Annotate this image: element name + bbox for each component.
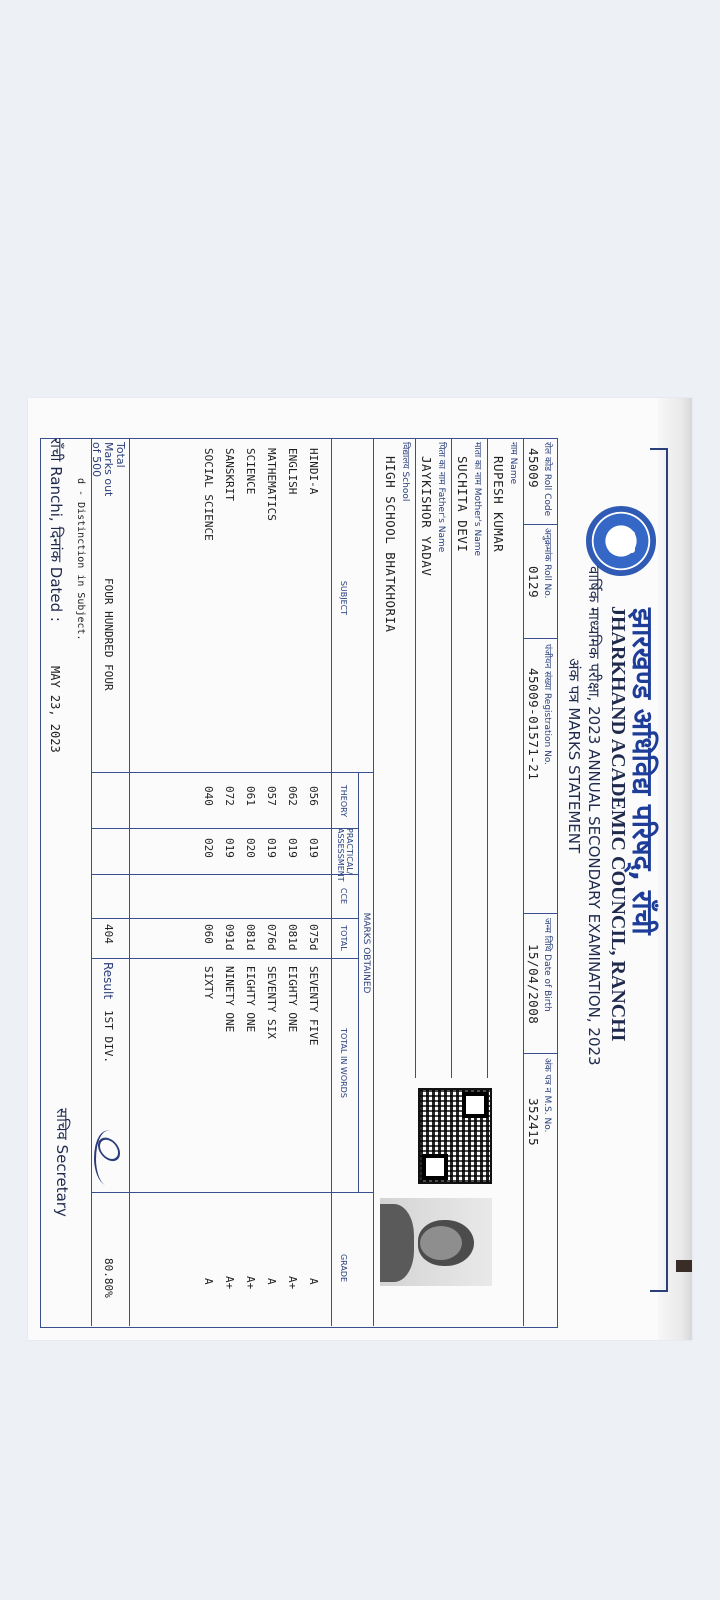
dated-value: MAY 23, 2023 xyxy=(48,666,62,753)
divider xyxy=(91,438,92,1326)
total-cell: 081d xyxy=(286,924,299,951)
grade-cell: A+ xyxy=(244,1276,257,1290)
council-title-english: JHARKHAND ACADEMIC COUNCIL, RANCHI xyxy=(607,606,629,1042)
theory-cell: 072 xyxy=(223,786,236,806)
words-cell: SEVENTY SIX xyxy=(265,966,278,1039)
dob-label: जन्म तिथि Date of Birth xyxy=(542,918,552,1012)
theory-cell: 040 xyxy=(202,786,215,806)
divider xyxy=(524,638,558,639)
divider xyxy=(92,958,359,959)
divider xyxy=(524,913,558,914)
total-value: 404 xyxy=(102,924,115,944)
grade-header: GRADE xyxy=(339,1253,348,1283)
divider xyxy=(358,772,359,1192)
words-header: TOTAL IN WORDS xyxy=(339,1028,348,1098)
theory-cell: 061 xyxy=(244,786,257,806)
total-marks-label: Total Marks out of 500 xyxy=(90,442,127,497)
total-cell: 076d xyxy=(265,924,278,951)
subject-cell: SCIENCE xyxy=(244,448,257,495)
divider xyxy=(92,874,359,875)
theory-cell: 056 xyxy=(307,786,320,806)
father-name: JAYKISHOR YADAV xyxy=(419,456,434,577)
divider xyxy=(451,438,452,1078)
subject-cell: HINDI-A xyxy=(307,448,320,495)
subject-cell: SANSKRIT xyxy=(223,448,236,501)
school-label: विद्यालय School xyxy=(400,442,410,502)
cce-header: CCE xyxy=(339,887,348,905)
theory-header: THEORY xyxy=(339,784,348,818)
qr-code xyxy=(418,1088,492,1184)
dated-label: राँची Ranchi, दिनांक Dated : xyxy=(47,438,65,622)
practical-header: PRACTICAL/ ASSESSMENT xyxy=(336,828,354,882)
ms-no-label: अंक पत्र न M.S. No. xyxy=(542,1058,552,1133)
mother-name-label: माता का नाम Mother's Name xyxy=(472,442,482,557)
total-header: TOTAL xyxy=(339,925,348,951)
divider xyxy=(487,438,488,1078)
council-title-hindi: झारखण्ड अधिविद्य परिषद्, राँची xyxy=(626,608,659,935)
result-label: Result xyxy=(101,962,115,1000)
practical-cell: 020 xyxy=(244,838,257,858)
words-cell: EIGHTY ONE xyxy=(286,966,299,1033)
divider xyxy=(524,524,558,525)
subject-cell: MATHEMATICS xyxy=(265,448,278,521)
divider xyxy=(92,918,359,919)
divider xyxy=(92,1192,374,1193)
name-label: नाम Name xyxy=(508,442,518,485)
theory-cell: 062 xyxy=(286,786,299,806)
dob-value: 15/04/2008 xyxy=(526,944,541,1025)
exam-title: वार्षिक माध्यमिक परीक्षा, 2023 ANNUAL SECONDARY EXAMINATION, 2023 xyxy=(585,566,603,1066)
divider xyxy=(92,772,374,773)
statement-title: अंक पत्र MARKS STATEMENT xyxy=(565,658,583,854)
roll-no-value: 0129 xyxy=(526,566,541,599)
secretary-label: सचिव Secretary xyxy=(53,1108,71,1217)
words-cell: EIGHTY ONE xyxy=(244,966,257,1033)
grade-cell: A+ xyxy=(223,1276,236,1290)
student-name: RUPESH KUMAR xyxy=(491,456,506,553)
practical-cell: 019 xyxy=(265,838,278,858)
practical-cell: 019 xyxy=(307,838,320,858)
divider xyxy=(92,828,359,829)
total-cell: 081d xyxy=(244,924,257,951)
student-photo xyxy=(380,1198,492,1286)
total-cell: 060 xyxy=(202,924,215,944)
mother-name: SUCHITA DEVI xyxy=(455,456,470,553)
ms-no-value: 352415 xyxy=(526,1098,541,1147)
subject-cell: ENGLISH xyxy=(286,448,299,495)
practical-cell: 020 xyxy=(202,838,215,858)
total-cell: 091d xyxy=(223,924,236,951)
words-cell: SIXTY xyxy=(202,966,215,1000)
grade-cell: A xyxy=(307,1278,320,1285)
info-table-frame xyxy=(40,438,558,1328)
marks-obtained-header: MARKS OBTAINED xyxy=(361,912,371,994)
practical-cell: 019 xyxy=(223,838,236,858)
total-words: FOUR HUNDRED FOUR xyxy=(102,578,115,691)
registration-no-label: पंजीयन संख्या Registration No. xyxy=(542,644,552,766)
roll-code-value: 45009 xyxy=(526,448,541,489)
words-cell: NINETY ONE xyxy=(223,966,236,1033)
divider xyxy=(523,438,524,1326)
marks-statement-photo xyxy=(28,398,692,1340)
subject-header: SUBJECT xyxy=(339,580,348,616)
subject-cell: SOCIAL SCIENCE xyxy=(202,448,215,541)
divider xyxy=(415,438,416,1078)
percentage-value: 80.80% xyxy=(102,1258,115,1298)
total-cell: 075d xyxy=(307,924,320,951)
roll-no-label: अनुक्रमांक Roll No. xyxy=(542,528,552,599)
divider xyxy=(524,1053,558,1054)
registration-no-value: 45009-01571-21 xyxy=(526,668,541,781)
grade-cell: A+ xyxy=(286,1276,299,1290)
grade-cell: A xyxy=(202,1278,215,1285)
school-name: HIGH SCHOOL BHATKHORIA xyxy=(383,456,398,633)
result-value: 1ST DIV. xyxy=(102,1010,115,1063)
grade-cell: A xyxy=(265,1278,278,1285)
words-cell: SEVENTY FIVE xyxy=(307,966,320,1046)
theory-cell: 057 xyxy=(265,786,278,806)
father-name-label: पिता का नाम Father's Name xyxy=(436,442,446,553)
rotated-document xyxy=(28,398,692,1340)
divider xyxy=(129,438,130,1326)
distinction-note: d - Distinction in Subject. xyxy=(75,478,86,641)
roll-code-label: रोल कोड Roll Code xyxy=(542,442,552,517)
practical-cell: 019 xyxy=(286,838,299,858)
